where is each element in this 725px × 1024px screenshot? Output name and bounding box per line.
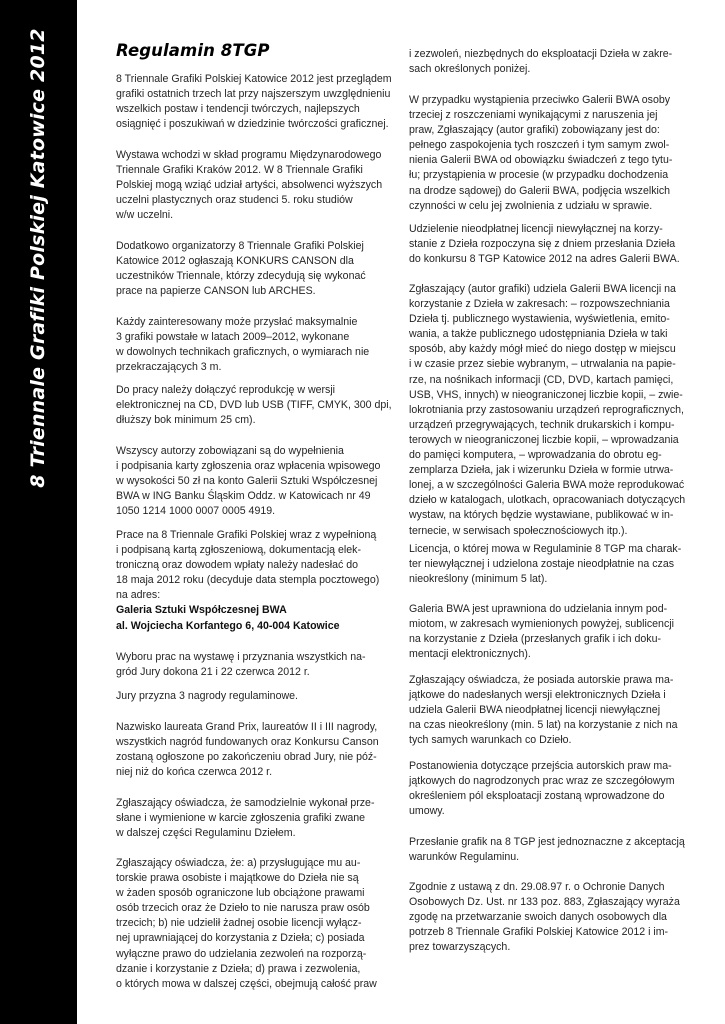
- document-title: Regulamin 8TGP: [116, 41, 270, 60]
- text-line: w wysokości 50 zł na konto Galerii Sztuki Współczesnej: [116, 475, 378, 488]
- text-line: ter niewyłącznej i udzielona zostaje nieodpłatnie na czas: [409, 558, 675, 571]
- text-line: miotom, w zakresach wymienionych powyżej, sublicencji: [409, 618, 674, 631]
- text-line: Przesłanie grafik na 8 TGP jest jednoznaczne z akceptacją: [409, 836, 685, 848]
- text-line: o których mowa w dalszej części, obejmują całość praw: [116, 977, 377, 990]
- text-line: Jury przyzna 3 nagrody regulaminowe.: [116, 690, 298, 702]
- text-line: określeniem pól eksploatacji zostaną wprowadzone do: [409, 790, 665, 803]
- text-line: do pamięci komputera, – wprowadzania do obrotu eg-: [409, 449, 662, 462]
- text-line: terowych w nieograniczonej liczbie kopii, – wprowadzania: [409, 433, 679, 446]
- text-line: wszelkich postaw i tendencji twórczych, najlepszych: [116, 103, 360, 116]
- text-line: i podpisania karty zgłoszenia oraz wpłacenia wpisowego: [116, 460, 381, 473]
- paragraph: [116, 720, 398, 780]
- text-line: dłuższy bok minimum 25 cm).: [116, 414, 256, 427]
- text-line: Zgłaszający oświadcza, że: a) przysługujące mu au-: [116, 857, 361, 869]
- paragraph: [116, 650, 398, 680]
- text-line: uczelni plastycznych oraz studenci 5. roku studiów: [116, 194, 353, 207]
- text-line: grafiki ostatnich trzech lat przy najszerszym uwzględnieniu: [116, 88, 391, 101]
- text-line: prez towarzyszących.: [409, 941, 511, 954]
- text-line: w żaden sposób ograniczone lub obciążone prawami: [116, 887, 365, 900]
- text-line: na czas nieokreślony (min. 5 lat) na korzystanie z nich na: [409, 719, 678, 732]
- text-line: wystaw, na których będzie wystawiane, publikować w in-: [409, 509, 674, 522]
- text-line: dzieło w katalogach, ulotkach, opracowaniach dotyczących: [409, 494, 686, 507]
- text-line: USB, VHS, innych) w nieograniczonej liczbie kopii, – zwie-: [409, 388, 683, 401]
- paragraph: [116, 148, 398, 223]
- text-line: 18 maja 2012 roku (decyduje data stempla pocztowego): [116, 574, 380, 587]
- text-line: torskie prawa osobiste i majątkowe do Dzieła nie są: [116, 872, 359, 885]
- address-line: al. Wojciecha Korfantego 6, 40-004 Katowice: [116, 619, 340, 632]
- text-line: korzystanie z Dzieła w zakresach: – rozpowszechniania: [409, 298, 670, 311]
- text-line: Triennale Grafiki Kraków 2012. W 8 Triennale Grafiki: [116, 164, 363, 177]
- paragraph: [116, 444, 398, 519]
- paragraph: [116, 796, 398, 841]
- text-line: trzeciej z roszczeniami wynikającymi z naruszenia jej: [409, 109, 658, 122]
- paragraph: [409, 835, 691, 865]
- paragraph: [116, 856, 398, 992]
- text-line: przekraczających 3 m.: [116, 361, 222, 374]
- paragraph: [409, 880, 691, 955]
- paragraph: [409, 222, 691, 267]
- text-line: na korzystanie z Dzieła (przesłanych grafik i ich doku-: [409, 633, 661, 646]
- paragraph: [409, 47, 691, 77]
- text-line: elektronicznej na CD, DVD lub USB (TIFF, CMYK, 300 dpi,: [116, 399, 392, 412]
- text-line: 8 Triennale Grafiki Polskiej Katowice 2012 jest przeglądem: [116, 73, 392, 85]
- text-line: Udzielenie nieodpłatnej licencji niewyłącznej na korzy-: [409, 223, 663, 235]
- text-line: Dzieła tj. publicznego wystawienia, wyświetlenia, emito-: [409, 313, 670, 326]
- paragraph: [116, 528, 398, 634]
- text-line: Galeria BWA jest uprawniona do udzielania innym pod-: [409, 603, 668, 615]
- text-line: jątkowe do nadesłanych wersji elektronicznych Dzieła i: [409, 689, 666, 702]
- text-line: zgodę na przetwarzanie swoich danych osobowych dla: [409, 911, 667, 924]
- text-line: Postanowienia dotyczące przejścia autorskich praw ma-: [409, 760, 672, 772]
- text-line: trzecich; b) nie udzielił żadnej osobie licencji wyłącz-: [116, 917, 362, 930]
- text-line: Prace na 8 Triennale Grafiki Polskiej wraz z wypełnioną: [116, 529, 377, 541]
- text-line: udziela Galerii BWA nieodpłatnej licencji niewyłącznej: [409, 704, 661, 717]
- side-band: [0, 0, 77, 1024]
- text-line: Wszyscy autorzy zobowiązani są do wypełnienia: [116, 445, 344, 457]
- text-line: mentacji elektronicznych).: [409, 648, 531, 661]
- text-line: na adres:: [116, 589, 161, 602]
- text-line: lokrotniania przy zastosowaniu urządzeń reprograficznych,: [409, 403, 684, 416]
- text-line: warunków Regulaminu.: [409, 851, 520, 864]
- text-line: łu; przystąpienia w procesie (w przypadku dochodzenia: [409, 169, 669, 182]
- paragraph: [116, 689, 398, 704]
- paragraph: [116, 239, 398, 299]
- text-line: Wyboru prac na wystawę i przyznania wszystkich na-: [116, 651, 366, 663]
- paragraph: [409, 602, 691, 662]
- text-line: zemplarza Dzieła, jak i wizerunku Dzieła w formie utrwa-: [409, 464, 674, 477]
- text-line: w dalszej części Regulaminu Dziełem.: [116, 827, 296, 840]
- paragraph: [409, 282, 691, 539]
- paragraph: [409, 673, 691, 748]
- text-line: prace na papierze CANSON lub ARCHES.: [116, 285, 316, 298]
- text-line: wszystkich nagród fundowanych oraz Konkursu Canson: [116, 736, 379, 749]
- text-line: nienia Galerii BWA od obowiązku świadczeń z tego tytu-: [409, 154, 673, 167]
- text-line: sach określonych poniżej.: [409, 63, 531, 76]
- text-line: praw, Zgłaszający (autor grafiki) zobowiązany jest do:: [409, 124, 660, 137]
- paragraph: [409, 542, 691, 587]
- paragraph: [116, 72, 398, 132]
- text-line: Wystawa wchodzi w skład programu Międzynarodowego: [116, 149, 382, 161]
- text-line: potrzeb 8 Triennale Grafiki Polskiej Katowice 2012 i im-: [409, 926, 669, 939]
- text-line: Każdy zainteresowany może przysłać maksymalnie: [116, 316, 358, 328]
- text-line: Licencja, o której mowa w Regulaminie 8 TGP ma charak-: [409, 543, 682, 555]
- text-line: osiągnięć i poszukiwań w dziedzinie twórczości graficznej.: [116, 118, 389, 131]
- text-line: nej uprawniającej do korzystania z Dzieła; c) posiada: [116, 932, 365, 945]
- text-line: BWA w ING Banku Śląskim Oddz. w Katowicach nr 49: [116, 490, 371, 503]
- text-line: jątkowych do nagrodzonych prac wraz ze szczegółowym: [409, 775, 675, 788]
- side-title: 8 Triennale Grafiki Polskiej Katowice 2012: [27, 28, 49, 488]
- text-line: Zgłaszający oświadcza, że posiada autorskie prawa ma-: [409, 674, 674, 686]
- text-line: Zgłaszający (autor grafiki) udziela Galerii BWA licencji na: [409, 283, 676, 295]
- text-line: Zgłaszający oświadcza, że samodzielnie wykonał prze-: [116, 797, 375, 809]
- text-line: Polskiej mogą wziąć udział artyści, absolwenci wyższych: [116, 179, 383, 192]
- paragraph: [409, 93, 691, 214]
- text-line: dzanie i korzystanie z Dzieła; d) prawa i zezwolenia,: [116, 962, 361, 975]
- text-line: W przypadku wystąpienia przeciwko Galerii BWA osoby: [409, 94, 671, 106]
- text-line: troniczną oraz dowodem wpłaty należy nadesłać do: [116, 559, 359, 572]
- paragraph: [409, 759, 691, 819]
- text-line: słane i wymienione w karcie zgłoszenia grafiki zwane: [116, 812, 366, 825]
- text-line: nieokreślony (minimum 5 lat).: [409, 573, 548, 586]
- text-line: niej niż do końca czerwca 2012 r.: [116, 766, 273, 779]
- paragraph: [116, 315, 398, 375]
- text-line: gród Jury dokona 21 i 22 czerwca 2012 r.: [116, 666, 310, 679]
- paragraph: [116, 383, 398, 428]
- text-line: lonej, a w szczególności Galeria BWA może reprodukować: [409, 479, 685, 492]
- text-line: do konkursu 8 TGP Katowice 2012 na adres Galerii BWA.: [409, 253, 680, 266]
- text-line: w dowolnych technikach graficznych, o wymiarach nie: [116, 346, 370, 359]
- text-line: Katowice 2012 ogłaszają KONKURS CANSON dla: [116, 255, 354, 268]
- text-line: rze, na nośnikach informacji (CD, DVD, kartach pamięci,: [409, 373, 674, 386]
- text-line: na drodze sądowej) do Galerii BWA, podjęcia wszelkich: [409, 184, 671, 197]
- text-line: czynności w celu jej zwolnienia z udziału w sprawie.: [409, 199, 653, 212]
- text-line: Zgodnie z ustawą z dn. 29.08.97 r. o Ochronie Danych: [409, 881, 665, 893]
- text-line: 1050 1214 1000 0007 0005 4919.: [116, 505, 276, 518]
- text-line: Nazwisko laureata Grand Prix, laureatów II i III nagrody,: [116, 721, 378, 733]
- text-line: i w czasie przez siebie wybranym, – utrwalania na papie-: [409, 358, 676, 371]
- text-line: ternecie, w serwisach społecznościowych itp.).: [409, 524, 628, 537]
- text-line: osób trzecich oraz że Dzieło to nie narusza praw osób: [116, 902, 370, 915]
- address-line: Galeria Sztuki Współczesnej BWA: [116, 604, 287, 617]
- text-line: pełnego zaspokojenia tych roszczeń i tym samym zwol-: [409, 139, 670, 152]
- text-line: umowy.: [409, 805, 445, 818]
- text-line: 3 grafiki powstałe w latach 2009–2012, wykonane: [116, 331, 350, 344]
- text-line: wyłączne prawo do udzielania zezwoleń na rozporzą-: [116, 947, 367, 960]
- text-line: stanie z Dzieła rozpoczyna się z dniem przesłania Dzieła: [409, 238, 676, 251]
- text-line: tych samych warunkach co Dzieło.: [409, 734, 572, 747]
- text-line: sposób, aby każdy mógł mieć do niego dostęp w miejscu: [409, 343, 676, 356]
- text-line: uczestników Triennale, którzy zdecydują się wykonać: [116, 270, 366, 283]
- text-line: wania, a także publicznego udostępniania Dzieła w taki: [409, 328, 668, 341]
- text-line: zostaną ogłoszone po zakończeniu obrad Jury, nie póź-: [116, 751, 377, 764]
- text-line: Osobowych Dz. Ust. nr 133 poz. 883, Zgłaszający wyraża: [409, 896, 680, 909]
- text-line: Dodatkowo organizatorzy 8 Triennale Grafiki Polskiej: [116, 240, 364, 252]
- text-line: i podpisaną kartą zgłoszeniową, dokumentacją elek-: [116, 544, 361, 557]
- text-line: i zezwoleń, niezbędnych do eksploatacji Dzieła w zakre-: [409, 48, 673, 60]
- text-line: Do pracy należy dołączyć reprodukcję w wersji: [116, 384, 336, 396]
- text-line: urządzeń przegrywających, technik drukarskich i kompu-: [409, 418, 675, 431]
- text-line: w/w uczelni.: [116, 209, 174, 222]
